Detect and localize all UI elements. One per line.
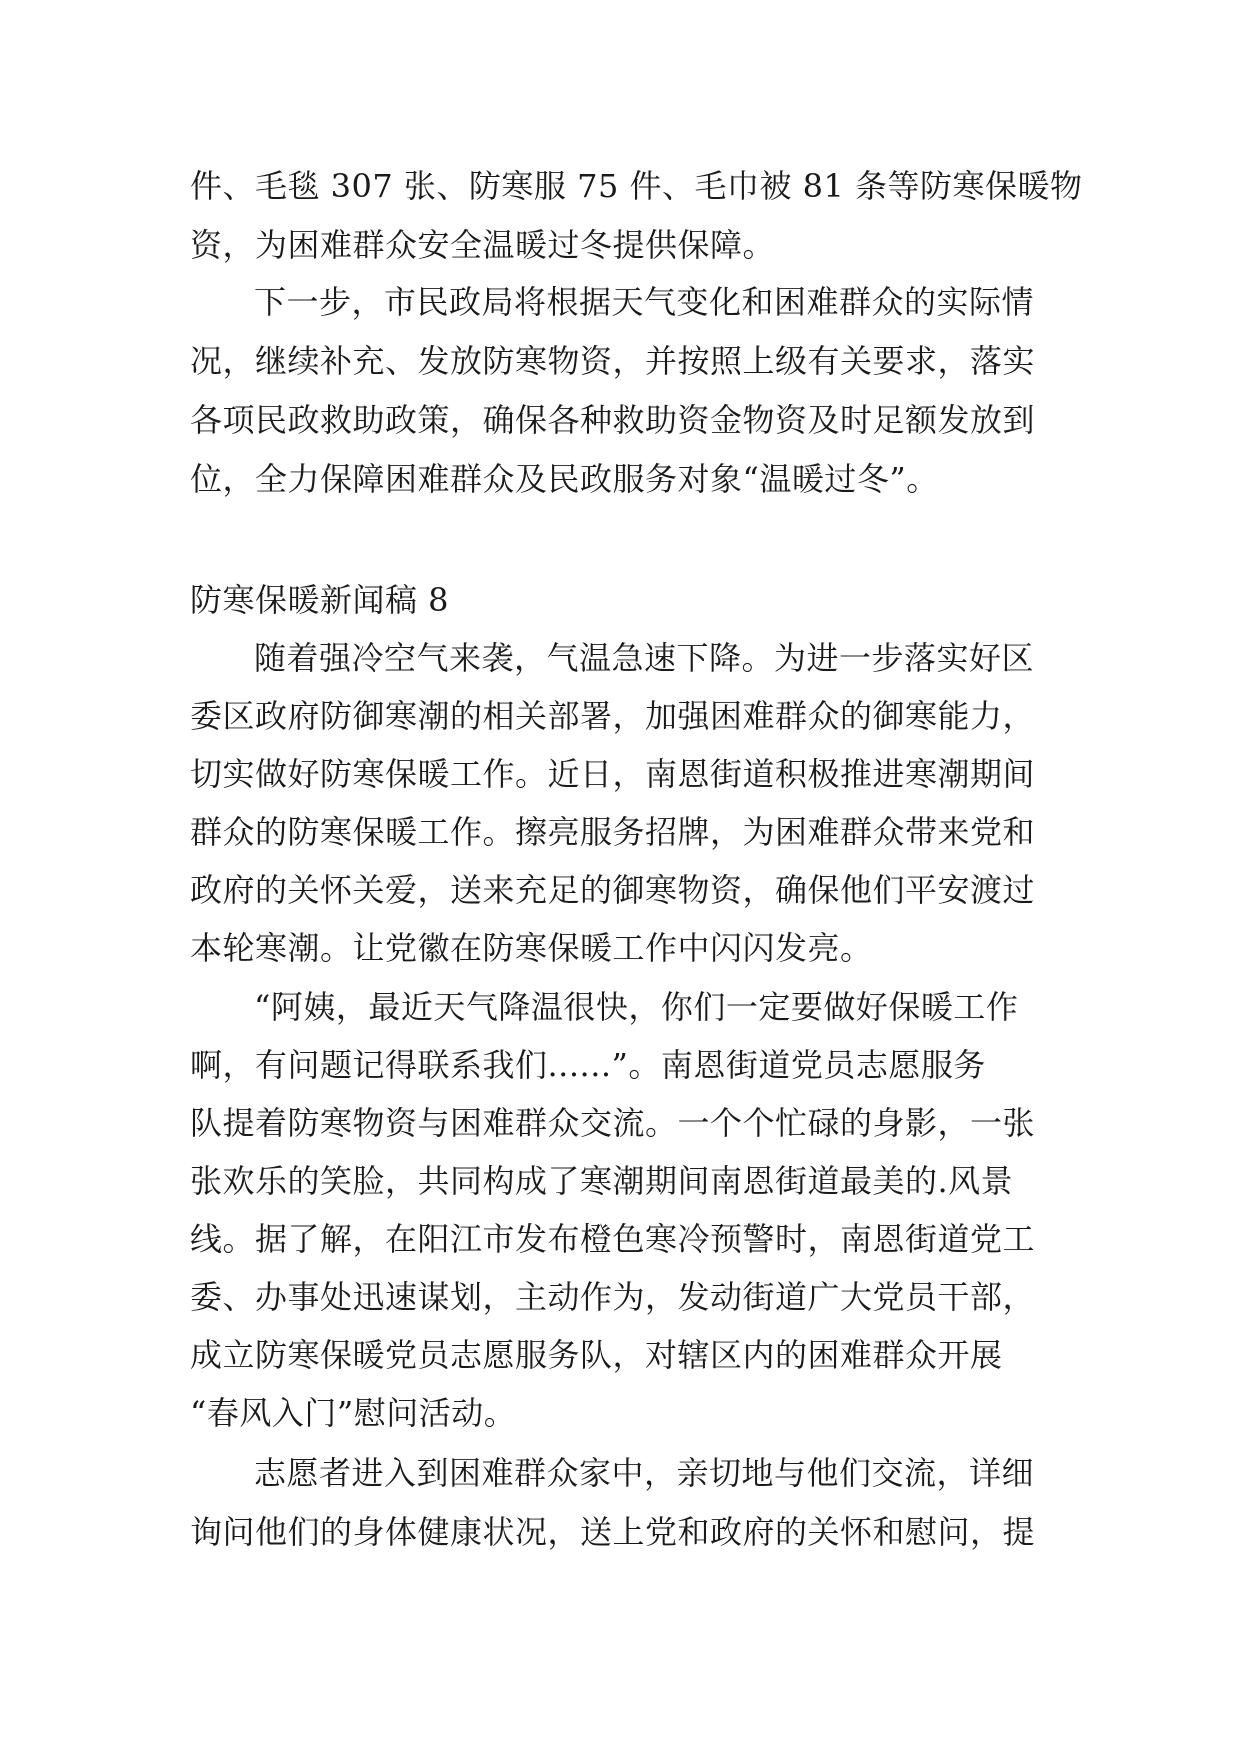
text-line: 线。据了解，在阳江市发布橙色寒冷预警时，南恩街道党工 [190,1220,1036,1258]
text-line: “春风入门”慰问活动。 [190,1394,517,1432]
text-line: 成立防寒保暖党员志愿服务队，对辖区内的困难群众开展 [190,1336,1003,1374]
text-line: 本轮寒潮。让党徽在防寒保暖工作中闪闪发亮。 [190,929,873,967]
paragraph-start-line: 随着强冷空气来袭，气温急速下降。为进一步落实好区 [254,639,1035,677]
paragraph-start-line: 下一步，市民政局将根据天气变化和困难群众的实际情 [254,283,1035,321]
text-line: 况，继续补充、发放防寒物资，并按照上级有关要求，落实 [190,342,1036,380]
text-line: 切实做好防寒保暖工作。近日，南恩街道积极推进寒潮期间 [190,755,1036,793]
text-line: 各项民政救助政策，确保各种救助资金物资及时足额发放到 [190,401,1036,439]
text-line: 询问他们的身体健康状况，送上党和政府的关怀和慰问，提 [190,1513,1036,1551]
text-line: 张欢乐的笑脸，共同构成了寒潮期间南恩街道最美的.风景 [190,1162,1014,1200]
text-line: 位，全力保障困难群众及民政服务对象“温暖过冬”。 [190,460,939,498]
text-line: 队提着防寒物资与困难群众交流。一个个忙碌的身影，一张 [190,1104,1036,1142]
text-line: 委、办事处迅速谋划，主动作为，发动街道广大党员干部， [190,1278,1036,1316]
paragraph-start-line: “阿姨，最近天气降温很快，你们一定要做好保暖工作 [254,988,1019,1026]
text-line: 资，为困难群众安全温暖过冬提供保障。 [190,226,776,264]
text-line: 群众的防寒保暖工作。擦亮服务招牌，为困难群众带来党和 [190,813,1036,851]
section-heading: 防寒保暖新闻稿 8 [190,581,450,619]
paragraph-start-line: 志愿者进入到困难群众家中，亲切地与他们交流，详细 [254,1454,1035,1492]
text-line: 委区政府防御寒潮的相关部署，加强困难群众的御寒能力， [190,697,1036,735]
text-line: 啊，有问题记得联系我们......”。南恩街道党员志愿服务 [190,1046,986,1084]
text-line: 件、毛毯 307 张、防寒服 75 件、毛巾被 81 条等防寒保暖物 [190,167,1083,205]
text-line: 政府的关怀关爱，送来充足的御寒物资，确保他们平安渡过 [190,871,1036,909]
